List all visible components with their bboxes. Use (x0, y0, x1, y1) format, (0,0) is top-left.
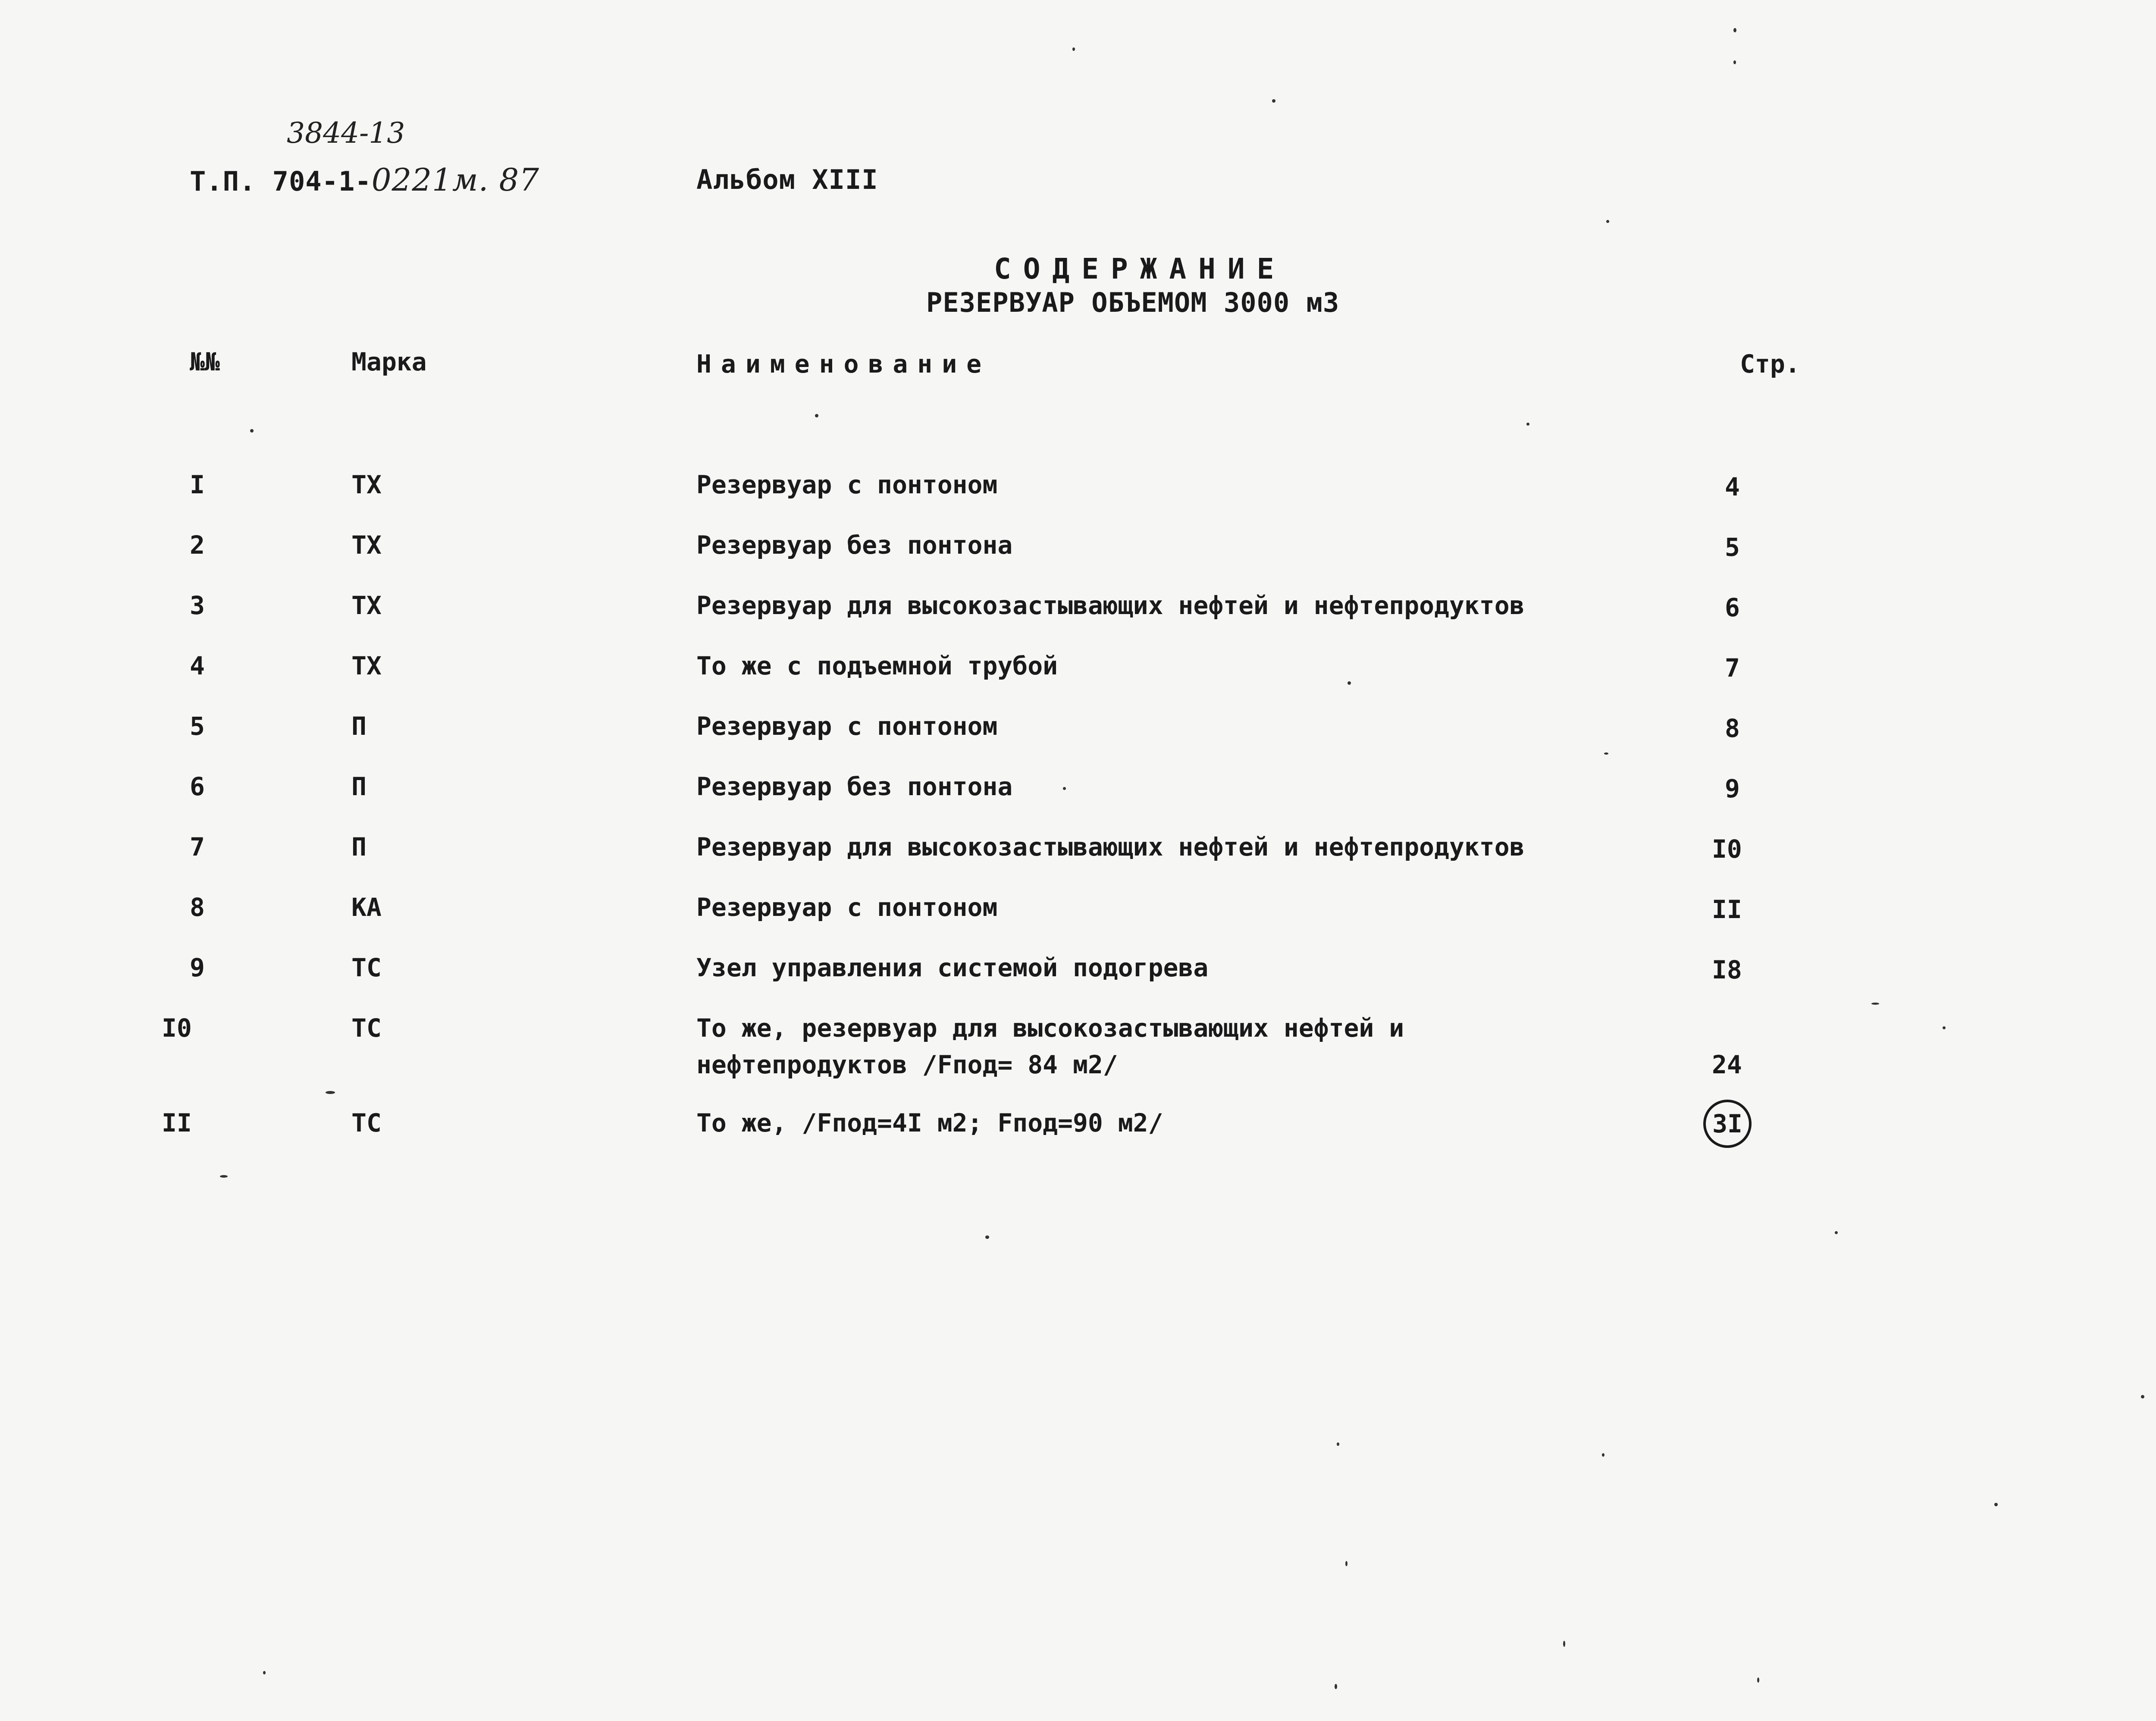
row-mark: ТС (351, 1108, 382, 1138)
row-mark: П (351, 772, 367, 801)
scan-speck (1602, 1453, 1604, 1457)
row-page: 9 (1725, 774, 1740, 803)
row-page: 7 (1725, 653, 1740, 683)
scan-speck (1337, 1442, 1339, 1446)
row-number: I0 (162, 1013, 192, 1043)
scan-speck (1348, 681, 1351, 685)
document-code (190, 162, 539, 198)
row-name: Резервуар для высокозастывающих нефтей и нефтепродуктов (696, 591, 1525, 620)
row-name: Резервуар для высокозастывающих нефтей и нефтепродуктов (696, 832, 1525, 862)
row-page: 4 (1725, 472, 1740, 502)
row-number: 9 (190, 953, 205, 982)
row-number: 6 (190, 772, 205, 801)
scan-speck (1835, 1231, 1838, 1234)
scan-speck (1526, 423, 1529, 426)
scan-speck (1994, 1503, 1998, 1506)
row-mark: ТС (351, 953, 382, 982)
column-header-page: Стр. (1740, 349, 1800, 379)
row-mark: ТХ (351, 651, 382, 680)
scan-speck (1335, 1684, 1337, 1689)
row-page: 6 (1725, 593, 1740, 622)
row-number: 7 (190, 832, 205, 862)
row-number: II (162, 1108, 192, 1138)
scan-speck (1606, 220, 1609, 223)
row-page: II (1712, 895, 1742, 924)
row-name: Узел управления системой подогрева (696, 953, 1209, 982)
scan-speck (250, 429, 254, 433)
row-name: Резервуар с понтоном (696, 470, 998, 499)
scan-speck (1757, 1677, 1759, 1683)
row-mark: КА (351, 893, 382, 922)
document-code-handwritten: 0221м. 87 (371, 162, 539, 198)
row-mark: ТХ (351, 470, 382, 499)
scan-speck (815, 414, 818, 417)
row-number: 8 (190, 893, 205, 922)
row-mark: П (351, 712, 367, 741)
row-page: 8 (1725, 714, 1740, 743)
scan-speck (1943, 1026, 1946, 1029)
scan-speck (1345, 1561, 1348, 1566)
row-number: 4 (190, 651, 205, 680)
column-header-name: Наименование (696, 349, 991, 379)
row-mark: ТС (351, 1013, 382, 1043)
row-page: I8 (1712, 955, 1742, 984)
row-name: Резервуар с понтоном (696, 893, 998, 922)
row-name: Резервуар без понтона (696, 772, 1013, 801)
row-page: 24 (1712, 1050, 1742, 1079)
row-name-continued: нефтепродуктов /Fпод= 84 м2/ (696, 1050, 1118, 1079)
scan-speck (1072, 47, 1075, 51)
document-code-prefix: Т.П. 704-1- (190, 166, 372, 197)
row-mark: П (351, 832, 367, 862)
scan-speck (1733, 60, 1736, 64)
row-name: То же с подъемной трубой (696, 651, 1058, 680)
scan-speck (220, 1175, 228, 1178)
handwritten-archive-number: 3844-13 (287, 116, 405, 150)
row-number: 5 (190, 712, 205, 741)
row-page: 5 (1725, 533, 1740, 562)
scan-speck (985, 1235, 989, 1239)
row-page: I0 (1712, 834, 1742, 864)
scan-speck (263, 1671, 266, 1674)
row-name: То же, резервуар для высокозастывающих нефтей и (696, 1013, 1404, 1043)
scan-speck (2141, 1395, 2144, 1398)
page-title: СОДЕРЖАНИЕ (994, 252, 1286, 285)
row-number: 3 (190, 591, 205, 620)
scan-speck (1733, 28, 1736, 32)
page-subtitle: РЕЗЕРВУАР ОБЪЕМОМ 3000 м3 (926, 287, 1340, 318)
row-number: I (190, 470, 205, 499)
row-name: Резервуар с понтоном (696, 712, 998, 741)
row-number: 2 (190, 530, 205, 560)
row-mark: ТХ (351, 530, 382, 560)
circled-page-number: 3I (1703, 1100, 1752, 1148)
row-page (1703, 1100, 1752, 1148)
scan-speck (326, 1091, 335, 1094)
scan-speck (1063, 787, 1066, 790)
row-mark: ТХ (351, 591, 382, 620)
column-header-mark: Марка (351, 347, 427, 376)
scan-speck (1604, 752, 1608, 755)
row-name: То же, /Fпод=4I м2; Fпод=90 м2/ (696, 1108, 1163, 1138)
scan-speck (1871, 1003, 1879, 1005)
row-name: Резервуар без понтона (696, 530, 1013, 560)
scan-speck (1272, 99, 1275, 103)
album-label: Альбом XIII (696, 164, 878, 195)
column-header-number: №№ (190, 347, 220, 376)
scan-speck (1563, 1641, 1565, 1647)
